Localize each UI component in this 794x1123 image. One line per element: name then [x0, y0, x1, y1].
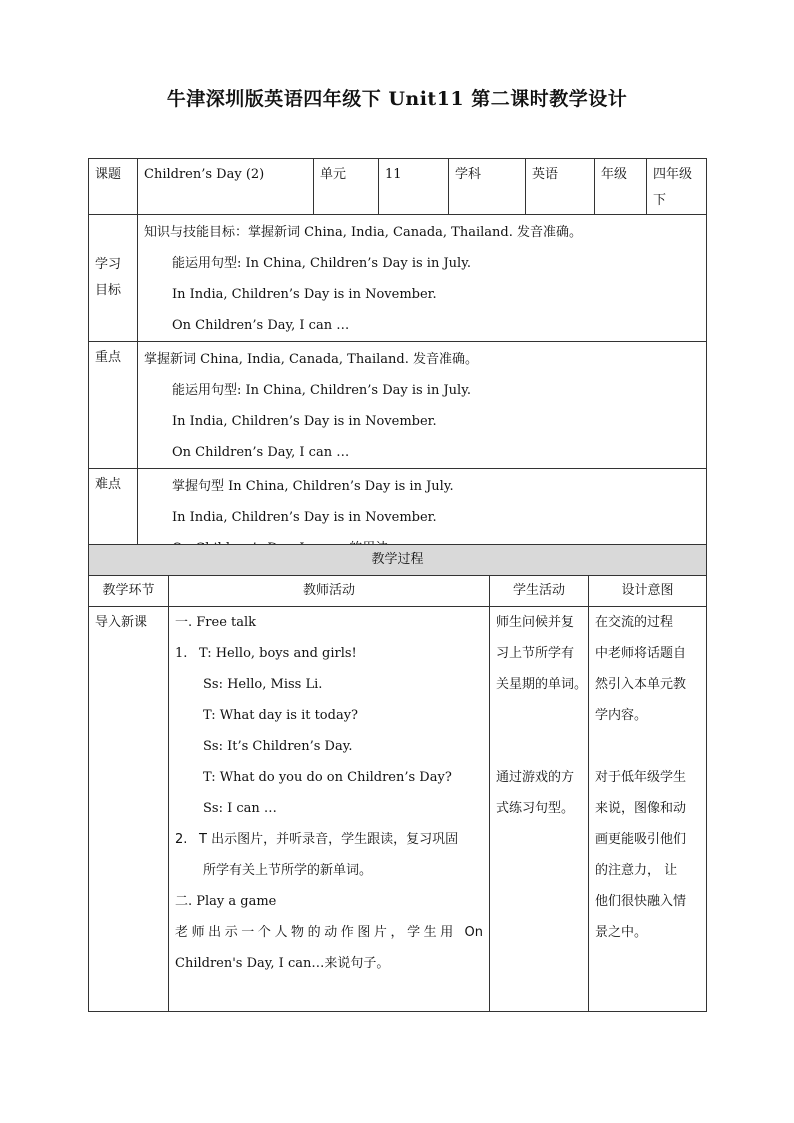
objective-line: On Children’s Day, I can …	[172, 318, 350, 333]
key-point-line: 掌握新词 China, India, Canada, Thailand. 发音准确。	[144, 352, 478, 367]
student-line: 关星期的单词。	[496, 677, 588, 692]
intent-line: 学内容。	[595, 708, 648, 723]
grade-label: 年级	[595, 159, 647, 215]
stage-label: 导入新课	[95, 615, 148, 630]
objective-line: In India, Children’s Day is in November.	[172, 287, 437, 302]
grade-value: 四年级下	[647, 159, 707, 215]
teacher-line	[175, 638, 483, 669]
teacher-line: 二. Play a game	[175, 894, 277, 909]
stage-cell	[89, 607, 169, 1012]
teacher-line: Ss: It’s Children’s Day.	[203, 739, 353, 754]
subject-label: 学科	[449, 159, 526, 215]
subject-value: 英语	[526, 159, 595, 215]
teacher-line: Ss: I can …	[203, 801, 277, 816]
teacher-line: Children's Day, I can…来说句子。	[175, 956, 390, 971]
student-line: 师生问候并复	[496, 615, 575, 630]
header-stage: 教学环节	[89, 576, 169, 607]
document-title: 牛津深圳版英语四年级下 Unit11 第二课时教学设计	[166, 88, 628, 110]
design-intent-cell	[589, 607, 707, 1012]
key-point-line: In India, Children’s Day is in November.	[172, 414, 437, 429]
topic-value: Children’s Day (2)	[138, 159, 314, 215]
objectives-cell	[138, 215, 707, 342]
difficulties-label: 难点	[89, 469, 138, 565]
teacher-line: Ss: Hello, Miss Li.	[203, 677, 323, 692]
teacher-activity-cell	[169, 607, 490, 1012]
header-intent: 设计意图	[589, 576, 707, 607]
student-line: 通过游戏的方	[496, 770, 575, 785]
key-point-line: On Children’s Day, I can …	[172, 445, 350, 460]
teacher-line: 一. Free talk	[175, 615, 257, 630]
intent-line: 然引入本单元教	[595, 677, 687, 692]
student-line: 式练习句型。	[496, 801, 575, 816]
intent-line: 在交流的过程	[595, 615, 674, 630]
student-activity-cell	[490, 607, 589, 1012]
intent-line: 来说，图像和动	[595, 801, 687, 816]
unit-label: 单元	[314, 159, 379, 215]
intent-line	[595, 731, 700, 762]
intent-line: 的注意力， 让	[595, 863, 678, 878]
intent-line: 他们很快融入情	[595, 894, 687, 909]
unit-value: 11	[379, 159, 449, 215]
process-band: 教学过程	[89, 545, 707, 576]
teacher-line-text: T: Hello, boys and girls!	[199, 646, 357, 661]
student-line	[496, 700, 582, 731]
objective-line: 知识与技能目标：掌握新词 China, India, Canada, Thailand. 发音准确。	[144, 225, 582, 240]
teacher-line: 所学有关上节所学的新单词。	[203, 863, 373, 878]
intent-line: 对于低年级学生	[595, 770, 687, 785]
student-line	[496, 731, 582, 762]
list-number: 1.	[175, 646, 188, 661]
intent-line: 画更能吸引他们	[595, 832, 687, 847]
objectives-label: 学习目标	[89, 215, 138, 342]
list-number: 2.	[175, 832, 188, 847]
intent-line: 景之中。	[595, 925, 648, 940]
intent-line: 中老师将话题自	[595, 646, 687, 661]
topic-label: 课题	[89, 159, 138, 215]
difficulty-line: In India, Children’s Day is in November.	[172, 510, 437, 525]
header-teacher: 教师活动	[169, 576, 490, 607]
teacher-line-text: T 出示图片，并听录音，学生跟读，复习巩固	[199, 832, 459, 847]
teacher-line: T: What do you do on Children’s Day?	[203, 770, 452, 785]
key-point-line: 能运用句型: In China, Children’s Day is in July.	[172, 383, 471, 398]
header-student: 学生活动	[490, 576, 589, 607]
teacher-line: 老师出示一个人物的动作图片，学生用 On	[175, 925, 483, 940]
teacher-line	[175, 824, 483, 855]
teacher-line: T: What day is it today?	[203, 708, 359, 723]
objective-line: 能运用句型: In China, Children’s Day is in July.	[172, 256, 471, 271]
difficulty-line: 掌握句型 In China, Children’s Day is in July.	[172, 479, 454, 494]
lesson-info-table	[88, 158, 707, 565]
student-line: 习上节所学有	[496, 646, 575, 661]
key-points-cell	[138, 342, 707, 469]
key-points-label: 重点	[89, 342, 138, 469]
teaching-process-table	[88, 544, 707, 1012]
